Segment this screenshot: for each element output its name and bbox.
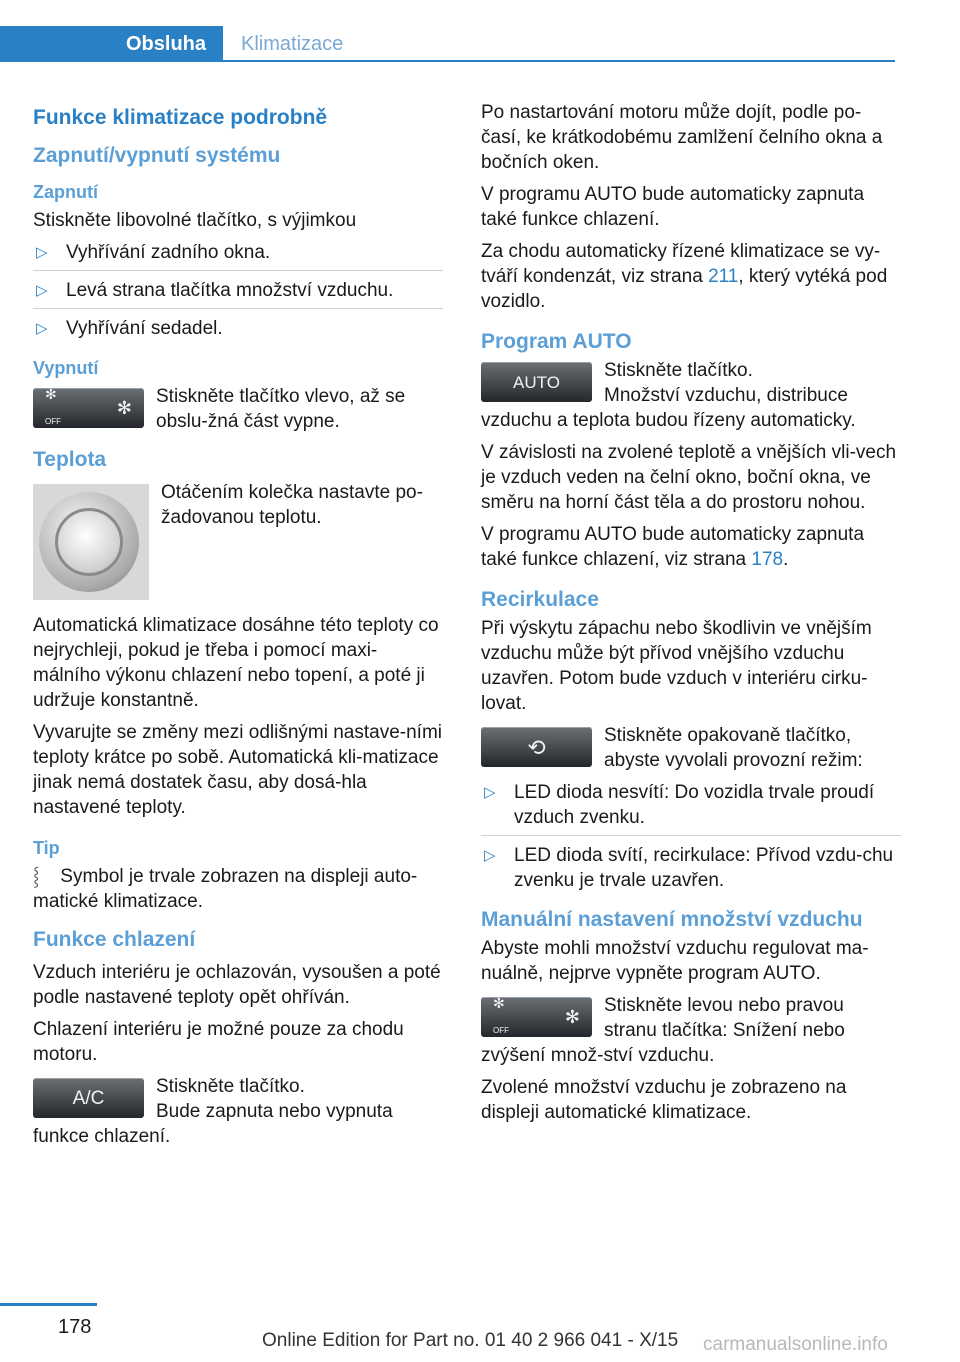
recirc-modes-list xyxy=(481,780,901,898)
triangle-bullet-icon: ▷ xyxy=(484,847,496,864)
auto-paragraph-3: V programu AUTO bude automaticky zapnuta také funkce chlazení, viz strana 178. xyxy=(481,524,865,570)
fan-off-button-image xyxy=(481,997,592,1037)
temp-figure-row xyxy=(33,480,443,606)
heading-recirculation: Recirkulace xyxy=(481,588,599,611)
recirc-figure-row xyxy=(481,723,901,773)
manual-figure-row xyxy=(481,993,901,1068)
on-text: Stiskněte libovolné tlačítko, s výjimkou xyxy=(33,210,357,231)
ac-button-image: A/C xyxy=(33,1078,144,1118)
ac-press: Stiskněte tlačítko. xyxy=(156,1076,305,1097)
triangle-bullet-icon: ▷ xyxy=(36,320,48,337)
heading-tip: Tip xyxy=(33,838,60,858)
header-divider xyxy=(0,60,895,62)
left-column xyxy=(33,100,443,1156)
edition-text: Online Edition for Part no. 01 40 2 966 041 - X/15 xyxy=(262,1330,679,1351)
manual-press: Stiskněte levou nebo pravou stranu tlačítka: Snížení nebo zvýšení množ‐ství vzduchu. xyxy=(481,995,845,1066)
list-item: ▷ Levá strana tlačítka množství vzduchu. xyxy=(33,278,443,309)
heading-system: Zapnutí/vypnutí systému xyxy=(33,144,281,167)
triangle-bullet-icon: ▷ xyxy=(36,244,48,261)
off-text: Stiskněte tlačítko vlevo, až se obslu‐žná část vypne. xyxy=(156,386,406,432)
auto-figure-row xyxy=(481,358,901,433)
heading-cooling: Funkce chlazení xyxy=(33,928,196,951)
heading-manual-air: Manuální nastavení množství vzduchu xyxy=(481,908,863,931)
fan-icon: ✻ xyxy=(116,397,132,418)
temp-paragraph-2: Vyvarujte se změny mezi odlišnými nastave‐ními teploty krátce po sobě. Automatická kli‐matizace jinak nemá dostatek času, aby dosá‐hla nastavené teploty. xyxy=(33,722,442,818)
recirc-press: Stiskněte opakovaně tlačítko, abyste vyvolali provozní režim: xyxy=(604,725,863,771)
fan-icon: ✻ OFF xyxy=(45,386,61,426)
auto-paragraph-2: V závislosti na zvolené teplotě a vnějších vli‐vech je vzduch veden na čelní okno, boční okna, ve směru na horní část těla a do prostoru nohou. xyxy=(481,442,897,513)
off-figure-row xyxy=(33,384,443,434)
on-exceptions-list xyxy=(33,240,443,346)
page-link-178[interactable]: 178 xyxy=(751,549,784,570)
temp-paragraph-1: Automatická klimatizace dosáhne této teploty co nejrychleji, pokud je třeba i pomocí maxi‐málního výkonu chlazení nebo topení, a poté ji udržuje konstantně. xyxy=(33,615,439,711)
triangle-bullet-icon: ▷ xyxy=(36,282,48,299)
right-column xyxy=(481,100,901,1132)
fan-icon: ✻ xyxy=(564,1006,580,1027)
heading-temperature: Teplota xyxy=(33,448,107,471)
heading-off: Vypnutí xyxy=(33,358,99,378)
list-item: ▷ Vyhřívání zadního okna. xyxy=(33,240,443,271)
recirculation-car-icon: ⟲ xyxy=(527,734,546,760)
recirculation-button-image xyxy=(481,727,592,767)
auto-paragraph-1: Množství vzduchu, distribuce vzduchu a teplota budou řízeny automaticky. xyxy=(481,385,856,431)
auto-press: Stiskněte tlačítko. xyxy=(604,360,753,381)
list-item: ▷ LED dioda svítí, recirkulace: Přívod vzdu‐chu zvenku je trvale uzavřen. xyxy=(484,845,894,891)
condensation-icon: ⸾ xyxy=(33,866,40,886)
recirc-paragraph-1: Při výskytu zápachu nebo škodlivin ve vnějším vzduchu může být přívod vnějšího vzduchu uzavřen. Potom bude vzduch v interiéru cirku‐lovat. xyxy=(481,618,872,714)
manual-paragraph-2: Zvolené množství vzduchu je zobrazeno na displeji automatické klimatizace. xyxy=(481,1077,847,1123)
ac-figure-row xyxy=(33,1074,443,1149)
tip-text: ⸾ Symbol je trvale zobrazen na displeji auto‐matické klimatizace. xyxy=(33,866,418,912)
knob-center xyxy=(55,508,123,576)
cool-paragraph-3: Bude zapnuta nebo vypnuta funkce chlazení. xyxy=(33,1101,393,1147)
heading-main: Funkce klimatizace podrobně xyxy=(33,106,328,129)
fan-icon: ✻ OFF xyxy=(493,995,509,1035)
right-paragraph-1: Po nastartování motoru může dojít, podle po‐časí, ke krátkodobému zamlžení čelního okna a bočních oken. xyxy=(481,102,883,173)
manual-paragraph-1: Abyste mohli množství vzduchu regulovat ma‐nuálně, nejprve vypněte program AUTO. xyxy=(481,938,869,984)
fan-off-button-image xyxy=(33,388,144,428)
auto-button-image: AUTO xyxy=(481,362,592,402)
cool-paragraph-2: Chlazení interiéru je možné pouze za chodu motoru. xyxy=(33,1019,404,1065)
tab-obsluha: Obsluha xyxy=(0,26,223,62)
watermark: carmanualsonline.info xyxy=(703,1334,888,1355)
right-paragraph-2: V programu AUTO bude automaticky zapnuta také funkce chlazení. xyxy=(481,184,865,230)
temperature-knob-image xyxy=(33,484,149,600)
heading-auto: Program AUTO xyxy=(481,330,632,353)
right-paragraph-3: Za chodu automaticky řízené klimatizace se vy‐tváří kondenzát, viz strana 211, který vytéká pod vozidlo. xyxy=(481,241,888,312)
tab-klimatizace: Klimatizace xyxy=(241,32,344,55)
cool-paragraph-1: Vzduch interiéru je ochlazován, vysoušen a poté podle nastavené teploty opět ohříván. xyxy=(33,962,441,1008)
triangle-bullet-icon: ▷ xyxy=(484,784,496,801)
list-item: ▷ Vyhřívání sedadel. xyxy=(36,318,223,339)
temp-text: Otáčením kolečka nastavte po‐žadovanou teplotu. xyxy=(161,482,423,528)
heading-on: Zapnutí xyxy=(33,182,98,202)
footer-divider xyxy=(0,1303,97,1306)
list-item: ▷ LED dioda nesvítí: Do vozidla trvale proudí vzduch zvenku. xyxy=(481,780,901,836)
page-number: 178 xyxy=(58,1316,92,1338)
page-link-211[interactable]: 211 xyxy=(708,266,739,287)
